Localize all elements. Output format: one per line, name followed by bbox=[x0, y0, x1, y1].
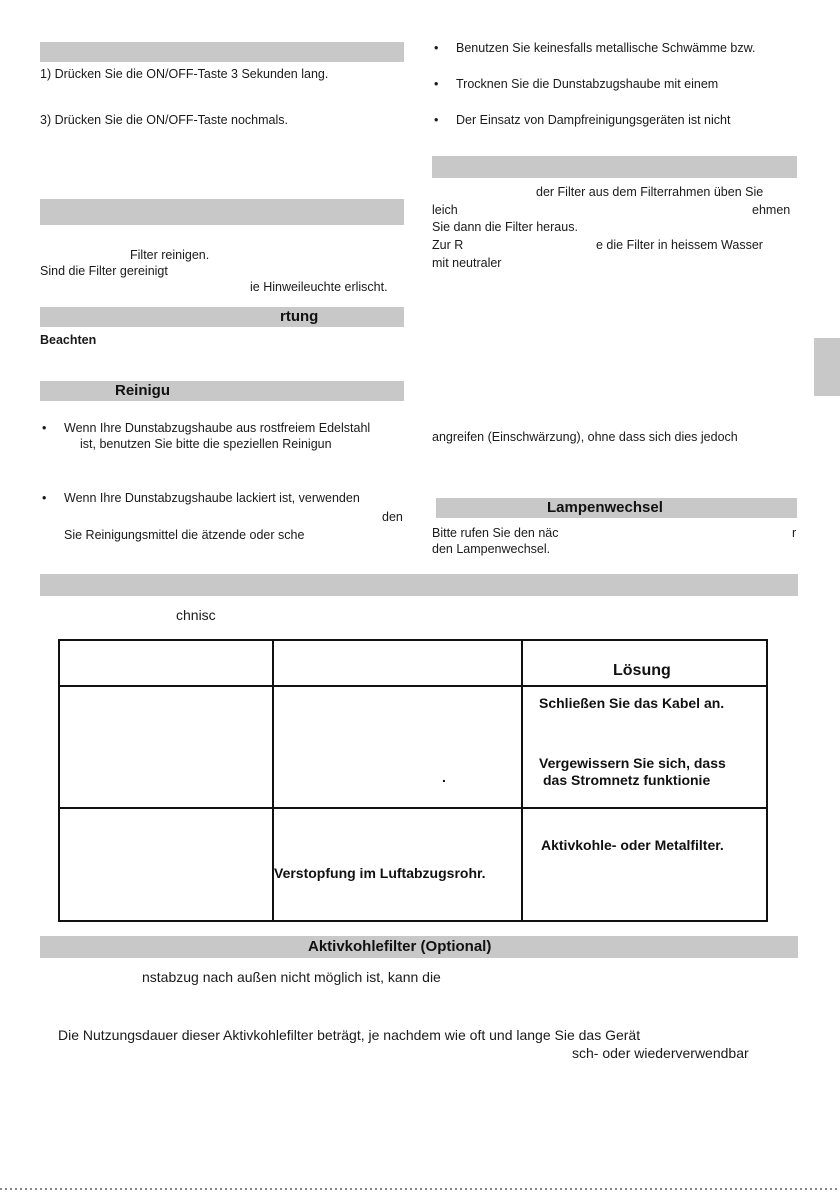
filter-right-line2a: leich bbox=[432, 203, 458, 217]
table-cell bbox=[522, 808, 767, 921]
table-header-cell bbox=[59, 640, 273, 686]
row1-cause-dot: . bbox=[442, 769, 446, 785]
table-cell bbox=[59, 808, 273, 921]
step-1-text: 1) Drücken Sie die ON/OFF-Taste 3 Sekunden lang. bbox=[40, 67, 329, 81]
technisch-label: chnisc bbox=[176, 607, 216, 623]
table-header-solution: Lösung bbox=[613, 662, 671, 679]
filter-right-line4b: e die Filter in heissem Wasser bbox=[596, 238, 763, 252]
table-cell bbox=[522, 686, 767, 808]
aktivkohle-title: Aktivkohlefilter (Optional) bbox=[308, 938, 492, 955]
reinigung-bullet1-line2: ist, benutzen Sie bitte die speziellen Reinigun bbox=[80, 437, 332, 451]
reinigung-bullet2-line3: Sie Reinigungsmittel die ätzende oder sche bbox=[64, 528, 305, 542]
aktivkohle-line1: nstabzug nach außen nicht möglich ist, kann die bbox=[142, 969, 441, 985]
row1-solution-1: Schließen Sie das Kabel an. bbox=[539, 695, 725, 711]
section-bar-filter-right bbox=[432, 156, 797, 178]
reinigung-title: Reinigu bbox=[115, 382, 170, 399]
section-bar-bedienung bbox=[40, 42, 404, 62]
reinigung-bullet1-line1: Wenn Ihre Dunstabzugshaube aus rostfreiem Edelstahl bbox=[64, 421, 371, 435]
lampen-line2: den Lampenwechsel. bbox=[432, 542, 551, 556]
section-bar-filter bbox=[40, 199, 404, 225]
page-edge-dots bbox=[0, 1188, 840, 1190]
bullet-dot: • bbox=[42, 491, 47, 505]
bullet-dot: • bbox=[434, 41, 439, 55]
wartung-title: rtung bbox=[280, 308, 319, 325]
step-3-text: 3) Drücken Sie die ON/OFF-Taste nochmals. bbox=[40, 113, 288, 127]
bullet-dot: • bbox=[434, 77, 439, 91]
filter-right-line2b: ehmen bbox=[752, 203, 791, 217]
row1-solution-3: das Stromnetz funktionie bbox=[543, 772, 711, 788]
filter-right-line1: der Filter aus dem Filterrahmen üben Sie bbox=[536, 185, 764, 199]
right-bullet2: Trocknen Sie die Dunstabzugshaube mit einem bbox=[456, 77, 719, 91]
aktivkohle-line3: sch- oder wiederverwendbar bbox=[572, 1045, 749, 1061]
chapter-side-tab bbox=[814, 338, 840, 396]
section-bar-wartung bbox=[40, 307, 404, 327]
beachten-label: Beachten bbox=[40, 333, 97, 347]
troubleshooting-table bbox=[58, 639, 768, 922]
filter-right-line3: Sie dann die Filter heraus. bbox=[432, 220, 578, 234]
table-cell bbox=[273, 686, 522, 808]
reinigung-bullet2-line2: den bbox=[382, 510, 403, 524]
right-bullet3: Der Einsatz von Dampfreinigungsgeräten ist nicht bbox=[456, 113, 731, 127]
row2-solution: Aktivkohle- oder Metalfilter. bbox=[541, 837, 724, 853]
bullet-dot: • bbox=[434, 113, 439, 127]
filter-right-line5: mit neutraler bbox=[432, 256, 502, 270]
filter-text-3: ie Hinweileuchte erlischt. bbox=[250, 280, 388, 294]
row2-cause: Verstopfung im Luftabzugsrohr. bbox=[274, 865, 486, 881]
section-bar-technisch bbox=[40, 574, 798, 596]
filter-text-2: Sind die Filter gereinigt bbox=[40, 264, 168, 278]
aktivkohle-line2: Die Nutzungsdauer dieser Aktivkohlefilter beträgt, je nachdem wie oft und lange Sie das Gerät bbox=[58, 1027, 641, 1043]
lampen-line1b: r bbox=[792, 526, 797, 540]
filter-right-line4a: Zur R bbox=[432, 238, 464, 252]
lampenwechsel-title: Lampenwechsel bbox=[547, 499, 663, 516]
table-header-cell bbox=[273, 640, 522, 686]
section-bar-reinigung bbox=[40, 381, 404, 401]
table-cell bbox=[59, 686, 273, 808]
right-bullet1: Benutzen Sie keinesfalls metallische Schwämme bzw. bbox=[456, 41, 756, 55]
row1-solution-2: Vergewissern Sie sich, dass bbox=[539, 755, 726, 771]
filter-right-line6: angreifen (Einschwärzung), ohne dass sich dies jedoch bbox=[432, 430, 738, 444]
table-header-cell bbox=[522, 640, 767, 686]
table-cell bbox=[273, 808, 522, 921]
filter-text-1: Filter reinigen. bbox=[130, 248, 210, 262]
lampen-line1a: Bitte rufen Sie den näc bbox=[432, 526, 559, 540]
reinigung-bullet2-line1: Wenn Ihre Dunstabzugshaube lackiert ist, verwenden bbox=[64, 491, 360, 505]
bullet-dot: • bbox=[42, 421, 47, 435]
